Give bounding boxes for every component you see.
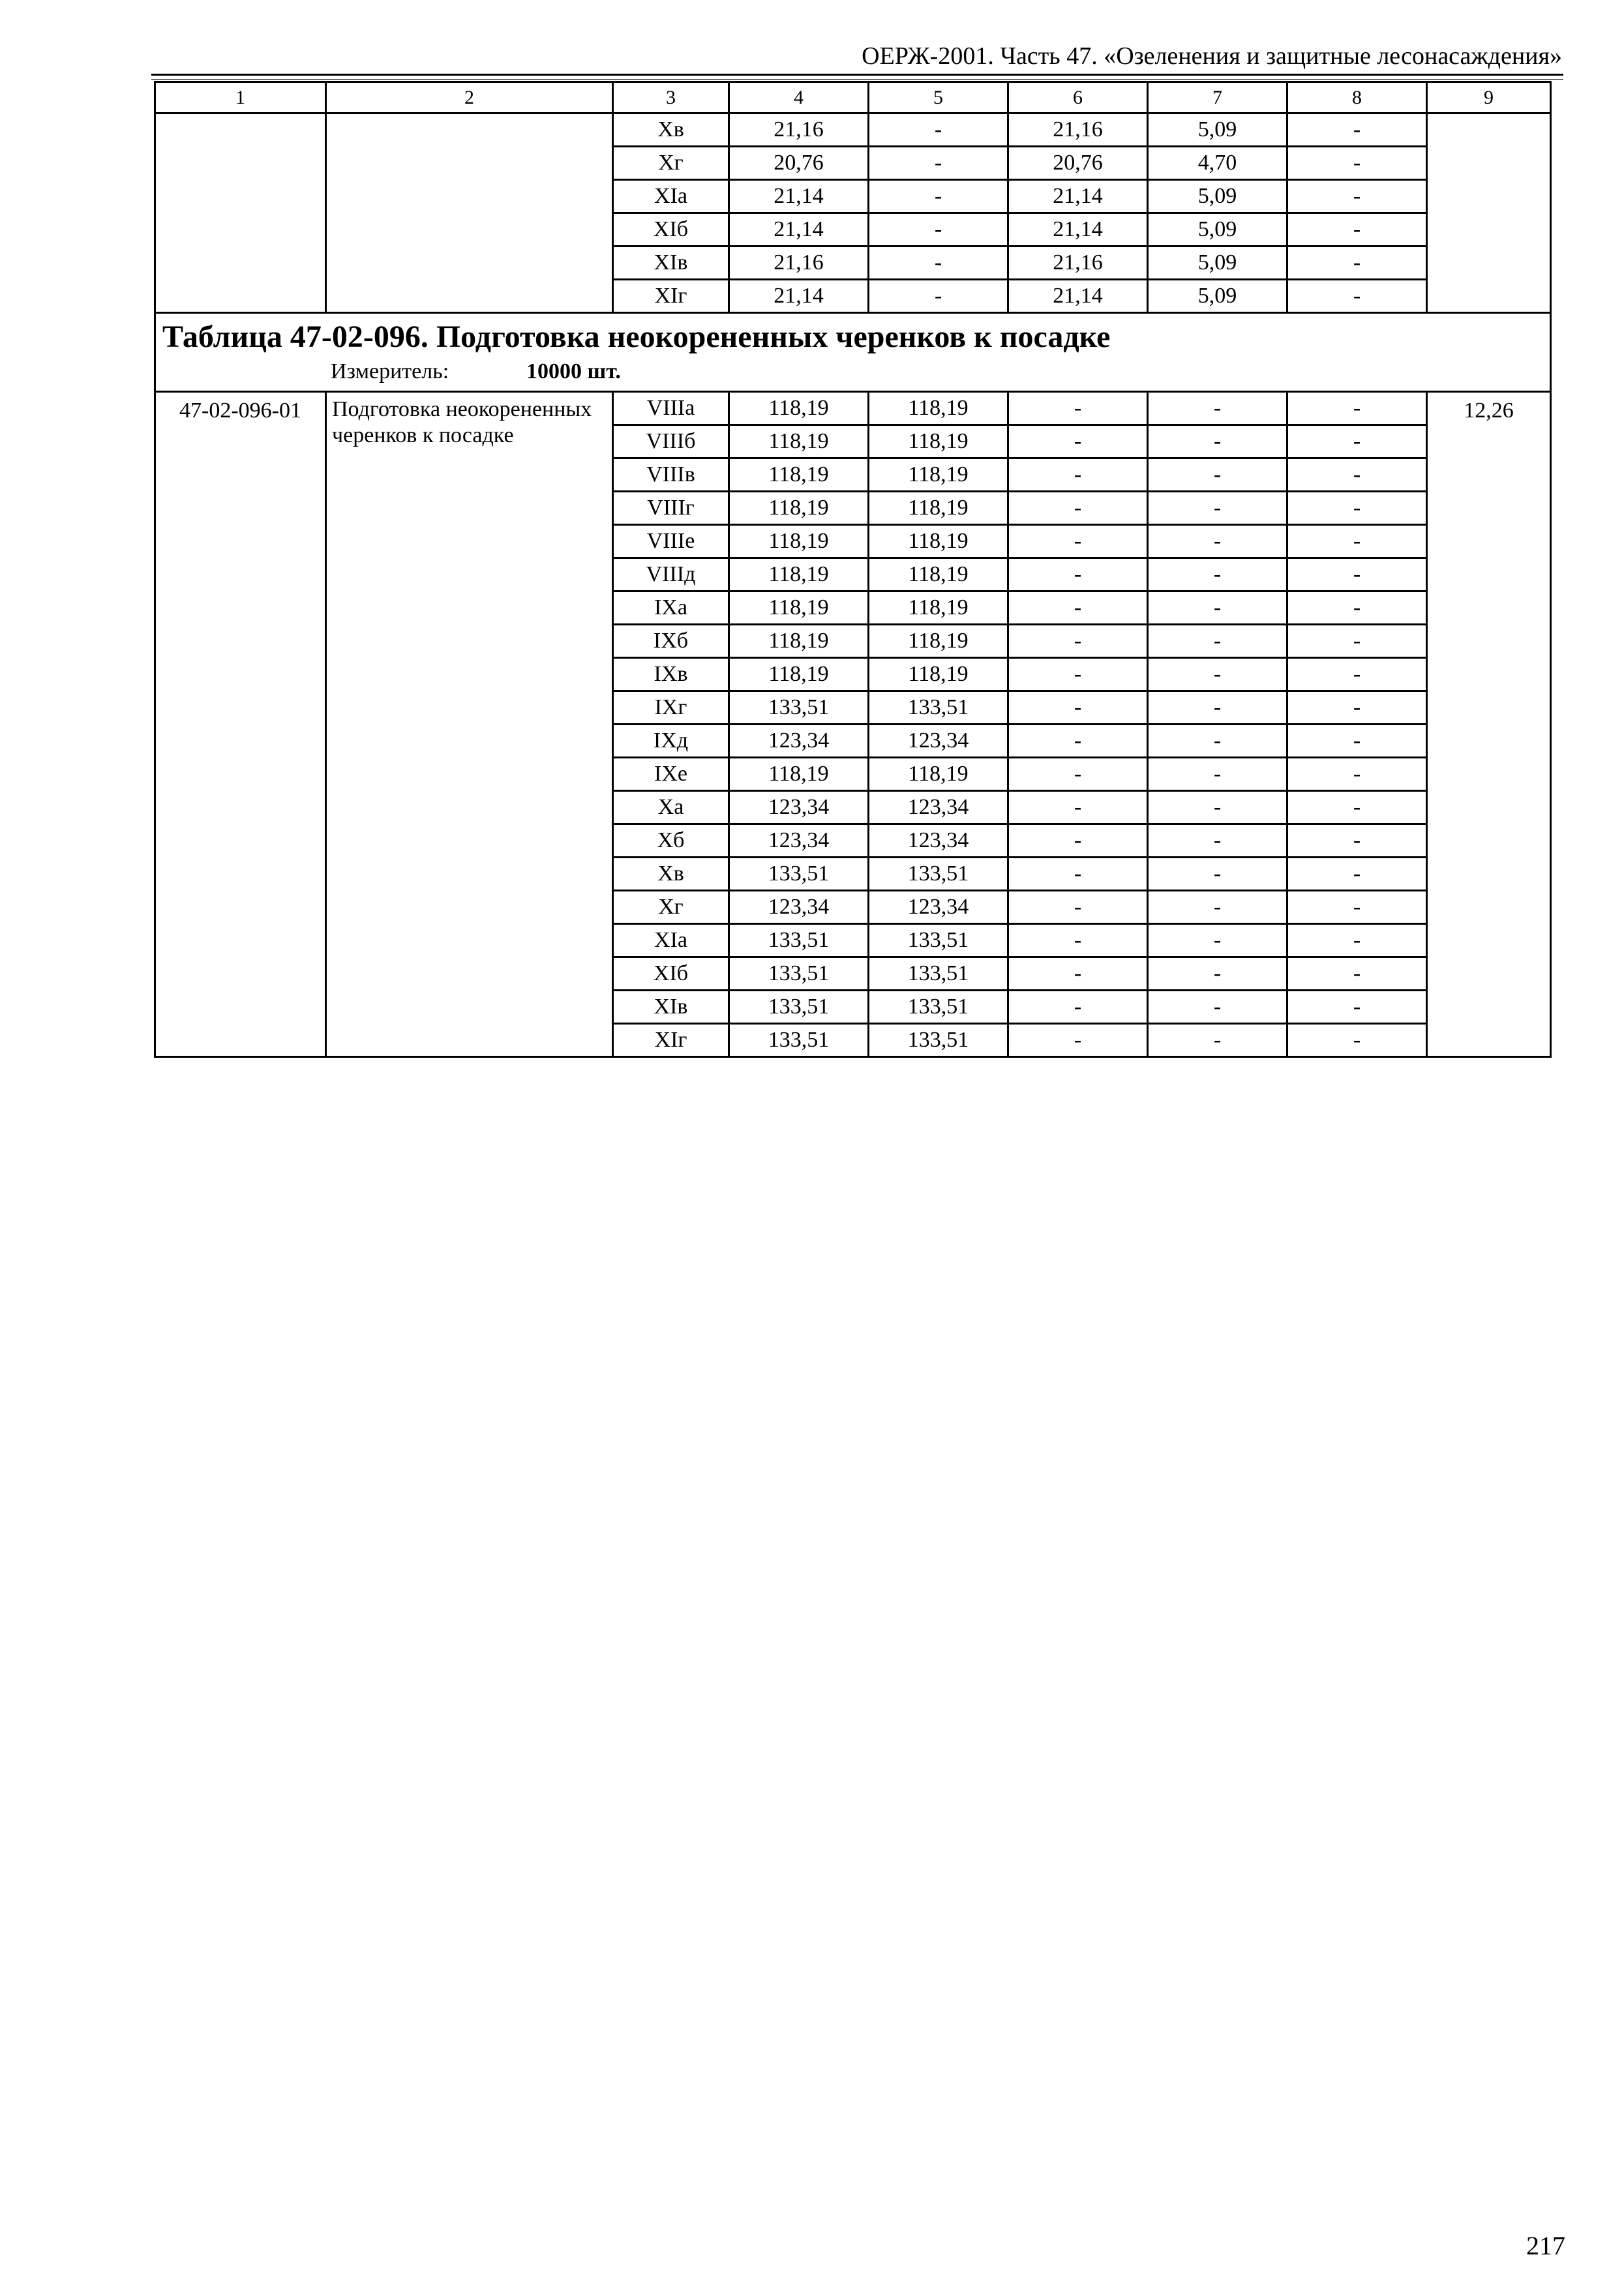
machinists-wages-cell: 5,09 — [1148, 280, 1287, 313]
machinists-wages-cell: 5,09 — [1148, 180, 1287, 213]
machinists-wages-cell: - — [1148, 891, 1287, 924]
total-cost-cell: 133,51 — [729, 924, 869, 957]
materials-cell: - — [1287, 891, 1427, 924]
machines-cell: - — [1008, 957, 1148, 991]
column-number-row — [155, 82, 1551, 113]
machines-cell: - — [1008, 525, 1148, 558]
machines-cell: - — [1008, 625, 1148, 658]
materials-cell: - — [1287, 725, 1427, 758]
continued-row — [155, 113, 1551, 147]
machinists-wages-cell: - — [1148, 725, 1287, 758]
wages-cell: 133,51 — [869, 858, 1008, 891]
resource-code-cell: XIв — [613, 247, 729, 280]
measure-value: 10000 шт. — [526, 359, 621, 383]
materials-cell: - — [1287, 858, 1427, 891]
machinists-wages-cell: - — [1148, 991, 1287, 1024]
machinists-wages-cell: - — [1148, 957, 1287, 991]
materials-cell: - — [1287, 824, 1427, 858]
machinists-wages-cell: - — [1148, 1024, 1287, 1057]
wages-cell: - — [869, 147, 1008, 180]
resource-code-cell: VIIIб — [613, 425, 729, 458]
resource-code-cell: IXе — [613, 758, 729, 791]
wages-cell: 118,19 — [869, 558, 1008, 591]
machines-cell: - — [1008, 758, 1148, 791]
materials-cell: - — [1287, 147, 1427, 180]
total-cost-cell: 123,34 — [729, 725, 869, 758]
machinists-wages-cell: - — [1148, 824, 1287, 858]
machinists-wages-cell: 5,09 — [1148, 247, 1287, 280]
materials-cell: - — [1287, 658, 1427, 691]
resource-code-cell: XIб — [613, 957, 729, 991]
resource-code-cell: XIа — [613, 180, 729, 213]
materials-cell: - — [1287, 113, 1427, 147]
machines-cell: - — [1008, 725, 1148, 758]
machinists-wages-cell: - — [1148, 791, 1287, 824]
materials-cell: - — [1287, 492, 1427, 525]
item-code-cell: 47-02-096-01 — [155, 392, 326, 1057]
wages-cell: 133,51 — [869, 991, 1008, 1024]
column-number: 9 — [1427, 82, 1551, 113]
wages-cell: - — [869, 213, 1008, 247]
machines-cell: - — [1008, 924, 1148, 957]
resource-code-cell: XIа — [613, 924, 729, 957]
machines-cell: - — [1008, 492, 1148, 525]
total-cost-cell: 21,16 — [729, 113, 869, 147]
machines-cell: - — [1008, 891, 1148, 924]
materials-cell: - — [1287, 458, 1427, 492]
total-cost-cell: 133,51 — [729, 691, 869, 725]
column-number: 2 — [326, 82, 613, 113]
total-cost-cell: 123,34 — [729, 824, 869, 858]
materials-cell: - — [1287, 525, 1427, 558]
total-cost-cell: 21,16 — [729, 247, 869, 280]
machines-cell: - — [1008, 691, 1148, 725]
wages-cell: 118,19 — [869, 758, 1008, 791]
item-name-cell: Подготовка неокорененных черенков к посадке — [326, 392, 613, 1057]
continued-labor-cell — [1427, 113, 1551, 313]
resource-code-cell: Xг — [613, 147, 729, 180]
total-cost-cell: 123,34 — [729, 891, 869, 924]
machines-cell: - — [1008, 1024, 1148, 1057]
materials-cell: - — [1287, 247, 1427, 280]
resource-code-cell: VIIIа — [613, 392, 729, 425]
materials-cell: - — [1287, 180, 1427, 213]
machinists-wages-cell: 5,09 — [1148, 213, 1287, 247]
machines-cell: - — [1008, 858, 1148, 891]
machinists-wages-cell: - — [1148, 758, 1287, 791]
resource-code-cell: Xб — [613, 824, 729, 858]
table-title: Таблица 47-02-096. Подготовка неокорененных черенков к посадке — [162, 320, 1111, 354]
table-title-row — [155, 313, 1551, 392]
materials-cell: - — [1287, 392, 1427, 425]
materials-cell: - — [1287, 758, 1427, 791]
column-number: 3 — [613, 82, 729, 113]
machinists-wages-cell: - — [1148, 924, 1287, 957]
wages-cell: 118,19 — [869, 525, 1008, 558]
wages-cell: - — [869, 247, 1008, 280]
machinists-wages-cell: - — [1148, 658, 1287, 691]
rates-table — [154, 81, 1552, 1058]
total-cost-cell: 118,19 — [729, 758, 869, 791]
machinists-wages-cell: - — [1148, 492, 1287, 525]
continued-code-cell — [155, 113, 326, 313]
wages-cell: 123,34 — [869, 824, 1008, 858]
resource-code-cell: XIг — [613, 280, 729, 313]
wages-cell: 123,34 — [869, 791, 1008, 824]
total-cost-cell: 21,14 — [729, 280, 869, 313]
resource-code-cell: Xв — [613, 113, 729, 147]
materials-cell: - — [1287, 1024, 1427, 1057]
total-cost-cell: 118,19 — [729, 458, 869, 492]
total-cost-cell: 118,19 — [729, 625, 869, 658]
machinists-wages-cell: - — [1148, 591, 1287, 625]
materials-cell: - — [1287, 991, 1427, 1024]
total-cost-cell: 118,19 — [729, 558, 869, 591]
total-cost-cell: 20,76 — [729, 147, 869, 180]
header-rule-thin — [151, 79, 1563, 80]
header-rule — [151, 74, 1563, 76]
machines-cell: - — [1008, 591, 1148, 625]
total-cost-cell: 118,19 — [729, 591, 869, 625]
machines-cell: 20,76 — [1008, 147, 1148, 180]
resource-code-cell: IXг — [613, 691, 729, 725]
materials-cell: - — [1287, 425, 1427, 458]
machines-cell: - — [1008, 392, 1148, 425]
total-cost-cell: 118,19 — [729, 658, 869, 691]
column-number: 6 — [1008, 82, 1148, 113]
machines-cell: 21,16 — [1008, 113, 1148, 147]
machinists-wages-cell: - — [1148, 558, 1287, 591]
wages-cell: 118,19 — [869, 625, 1008, 658]
materials-cell: - — [1287, 558, 1427, 591]
resource-code-cell: XIг — [613, 1024, 729, 1057]
machines-cell: - — [1008, 824, 1148, 858]
machinists-wages-cell: - — [1148, 458, 1287, 492]
total-cost-cell: 21,14 — [729, 180, 869, 213]
page-number: 217 — [1526, 2231, 1565, 2260]
materials-cell: - — [1287, 625, 1427, 658]
machinists-wages-cell: 4,70 — [1148, 147, 1287, 180]
column-number: 1 — [155, 82, 326, 113]
total-cost-cell: 133,51 — [729, 858, 869, 891]
column-number: 8 — [1287, 82, 1427, 113]
resource-code-cell: Xг — [613, 891, 729, 924]
resource-code-cell: Xа — [613, 791, 729, 824]
materials-cell: - — [1287, 213, 1427, 247]
materials-cell: - — [1287, 924, 1427, 957]
wages-cell: 123,34 — [869, 891, 1008, 924]
machines-cell: 21,14 — [1008, 280, 1148, 313]
wages-cell: 118,19 — [869, 658, 1008, 691]
continued-name-cell — [326, 113, 613, 313]
wages-cell: 118,19 — [869, 392, 1008, 425]
machines-cell: - — [1008, 425, 1148, 458]
total-cost-cell: 118,19 — [729, 525, 869, 558]
total-cost-cell: 118,19 — [729, 425, 869, 458]
materials-cell: - — [1287, 957, 1427, 991]
materials-cell: - — [1287, 280, 1427, 313]
machines-cell: 21,16 — [1008, 247, 1148, 280]
total-cost-cell: 133,51 — [729, 957, 869, 991]
resource-code-cell: IXд — [613, 725, 729, 758]
column-number: 4 — [729, 82, 869, 113]
wages-cell: 118,19 — [869, 458, 1008, 492]
total-cost-cell: 118,19 — [729, 392, 869, 425]
resource-code-cell: VIIIе — [613, 525, 729, 558]
resource-code-cell: VIIIг — [613, 492, 729, 525]
total-cost-cell: 21,14 — [729, 213, 869, 247]
resource-code-cell: Xв — [613, 858, 729, 891]
machinists-wages-cell: 5,09 — [1148, 113, 1287, 147]
machinists-wages-cell: - — [1148, 625, 1287, 658]
wages-cell: - — [869, 113, 1008, 147]
resource-code-cell: IXб — [613, 625, 729, 658]
wages-cell: 118,19 — [869, 492, 1008, 525]
wages-cell: 118,19 — [869, 425, 1008, 458]
machinists-wages-cell: - — [1148, 392, 1287, 425]
machinists-wages-cell: - — [1148, 858, 1287, 891]
machines-cell: - — [1008, 658, 1148, 691]
resource-code-cell: VIIIд — [613, 558, 729, 591]
total-cost-cell: 133,51 — [729, 1024, 869, 1057]
machinists-wages-cell: - — [1148, 525, 1287, 558]
machines-cell: - — [1008, 991, 1148, 1024]
resource-code-cell: IXа — [613, 591, 729, 625]
resource-code-cell: VIIIв — [613, 458, 729, 492]
total-cost-cell: 123,34 — [729, 791, 869, 824]
column-number: 7 — [1148, 82, 1287, 113]
machinists-wages-cell: - — [1148, 425, 1287, 458]
resource-code-cell: XIв — [613, 991, 729, 1024]
machines-cell: - — [1008, 458, 1148, 492]
wages-cell: 133,51 — [869, 957, 1008, 991]
resource-code-cell: IXв — [613, 658, 729, 691]
materials-cell: - — [1287, 591, 1427, 625]
measure-row — [156, 357, 1550, 387]
wages-cell: - — [869, 280, 1008, 313]
machines-cell: 21,14 — [1008, 213, 1148, 247]
wages-cell: 133,51 — [869, 1024, 1008, 1057]
wages-cell: 133,51 — [869, 691, 1008, 725]
labor-cost-cell: 12,26 — [1427, 392, 1551, 1057]
wages-cell: 118,19 — [869, 591, 1008, 625]
materials-cell: - — [1287, 691, 1427, 725]
wages-cell: 133,51 — [869, 924, 1008, 957]
running-header: ОЕРЖ-2001. Часть 47. «Озеленения и защитные лесонасаждения» — [862, 42, 1562, 70]
wages-cell: 123,34 — [869, 725, 1008, 758]
wages-cell: - — [869, 180, 1008, 213]
machinists-wages-cell: - — [1148, 691, 1287, 725]
machines-cell: - — [1008, 558, 1148, 591]
machines-cell: 21,14 — [1008, 180, 1148, 213]
measure-label: Измеритель: — [331, 359, 449, 383]
column-number: 5 — [869, 82, 1008, 113]
table-row — [155, 392, 1551, 425]
total-cost-cell: 118,19 — [729, 492, 869, 525]
table-title-cell — [155, 313, 1551, 392]
resource-code-cell: XIб — [613, 213, 729, 247]
materials-cell: - — [1287, 791, 1427, 824]
machines-cell: - — [1008, 791, 1148, 824]
total-cost-cell: 133,51 — [729, 991, 869, 1024]
